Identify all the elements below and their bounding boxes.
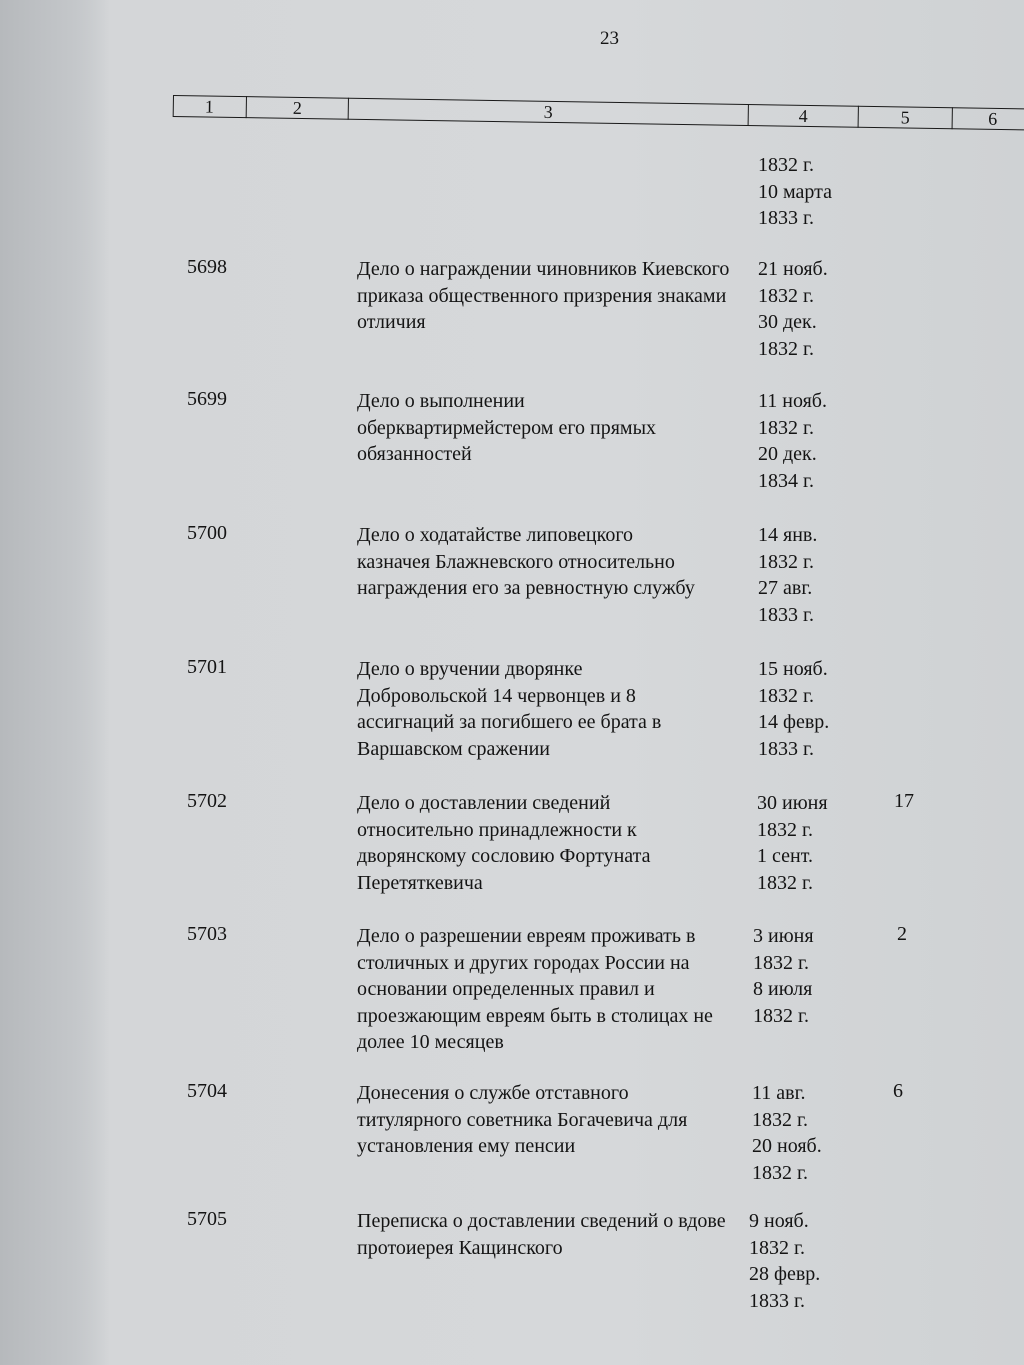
entry-title: Переписка о доставлении сведений о вдове протоиерея Кащинского [357, 1210, 726, 1259]
page-number: 23 [600, 28, 619, 49]
entry-number: 5705 [187, 1208, 227, 1230]
entry-dates: 30 июня 1832 г. 1 сент. 1832 г. [757, 792, 828, 894]
entry-dates: 11 авг. 1832 г. 20 нояб. 1832 г. [752, 1082, 822, 1184]
entry-dates: 21 нояб. 1832 г. 30 дек. 1832 г. [758, 258, 828, 360]
entry-title: Дело о доставлении сведений относительно принадлежности к дворянскому сословию Фортуната Перетяткевича [357, 792, 651, 894]
header-col-1: 1 [173, 95, 247, 118]
entry-number: 5700 [187, 522, 227, 544]
entry-title: Дело о разрешении евреям проживать в столичных и других городах России на основании определенных правил и проезжающим евреям быть в столицах не долее 10 месяцев [357, 925, 713, 1053]
entry-sheet-count: 2 [897, 923, 907, 945]
entry-number: 5703 [187, 923, 227, 945]
entry-dates: 15 нояб. 1832 г. 14 февр. 1833 г. [758, 658, 830, 760]
header-col-5: 5 [859, 106, 953, 129]
header-col-6: 6 [988, 108, 998, 129]
entry-title: Донесения о службе отставного титулярного советника Богачевича для установления ему пенсии [357, 1082, 688, 1157]
entry-number: 5699 [187, 388, 227, 410]
entry-number: 5704 [187, 1080, 227, 1102]
entry-dates: 11 нояб. 1832 г. 20 дек. 1834 г. [758, 390, 827, 492]
header-col-4: 4 [749, 104, 859, 128]
entry-sheet-count: 17 [894, 790, 914, 812]
entry-dates: 9 нояб. 1832 г. 28 февр. 1833 г. [749, 1210, 821, 1312]
entry-title: Дело о выполнении оберквартирмейстером его прямых обязанностей [357, 390, 657, 465]
continuation-dates: 1832 г. 10 марта 1833 г. [758, 154, 832, 229]
entry-title: Дело о ходатайстве липовецкого казначея Блажневского относительно награждения его за ревностную службу [357, 524, 695, 599]
entry-number: 5701 [187, 656, 227, 678]
entry-title: Дело о вручении дворянке Добровольской 14 червонцев и 8 ассигнаций за погибшего ее брата в Варшавском сражении [357, 658, 662, 760]
entry-number: 5702 [187, 790, 227, 812]
header-col-2: 2 [247, 96, 349, 120]
entry-sheet-count: 6 [893, 1080, 903, 1102]
entry-number: 5698 [187, 256, 227, 278]
header-col-3: 3 [349, 98, 749, 126]
entry-dates: 14 янв. 1832 г. 27 авг. 1833 г. [758, 524, 818, 626]
entry-title: Дело о награждении чиновников Киевского приказа общественного призрения знаками отличия [357, 258, 730, 333]
entry-dates: 3 июня 1832 г. 8 июля 1832 г. [753, 925, 814, 1027]
